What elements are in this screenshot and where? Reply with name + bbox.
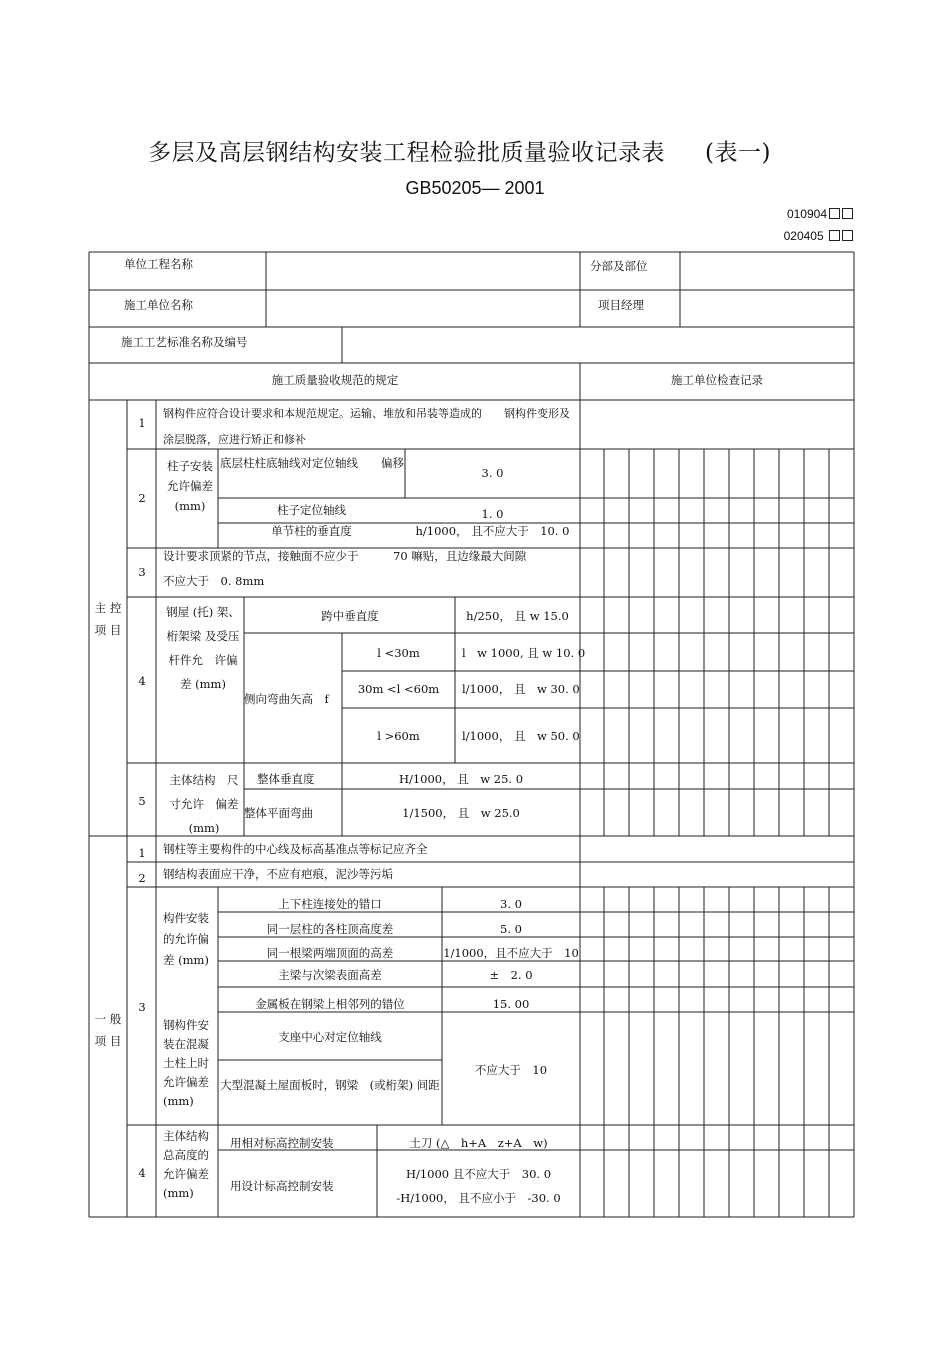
general-item-3-row-5: 金属板在钢梁上相邻列的错位 — [255, 997, 405, 1011]
main-item-4-cond-3: l >60m — [377, 729, 420, 743]
main-item-5-value-2: 1/1500， 且 w 25.0 — [402, 806, 520, 820]
item-number: 1 — [138, 416, 146, 430]
general-group-label: 一 般 项 目 — [94, 1012, 122, 1048]
main-item-5-value-1: H/1000， 且 w 25. 0 — [398, 772, 524, 786]
checkbox-icon[interactable] — [829, 230, 840, 241]
main-item-4-lateral: 侧向弯曲矢高 f — [244, 692, 329, 706]
general-item-3-row-3: 同一根梁两端顶面的高差 — [266, 946, 394, 960]
item-number: 5 — [138, 794, 146, 808]
general-item-3-label-a: 构件安装的允许偏差 (mm) — [163, 911, 209, 967]
general-item-3-value-3: 1/1000，且不应大于 10 — [443, 946, 579, 960]
general-item-3-value-1: 3. 0 — [500, 897, 522, 911]
item-number: 2 — [138, 491, 146, 505]
main-item-3b: 不应大于 0. 8mm — [163, 574, 265, 588]
general-item-4-row-2: 用设计标高控制安装 — [230, 1179, 334, 1193]
item-number: 1 — [138, 846, 146, 860]
general-item-4-label: 主体结构总高度的允许偏差 (mm) — [163, 1129, 209, 1200]
label-division: 分部及部位 — [590, 259, 648, 273]
checkbox-icon[interactable] — [829, 208, 840, 219]
check-column-header: 施工单位检查记录 — [671, 373, 763, 387]
checkbox-icon[interactable] — [842, 230, 853, 241]
main-item-1: 钢构件应符合设计要求和本规范规定。运输、堆放和吊装等造成的 钢构件变形及涂层脱落，应进行矫正和修补 — [163, 407, 570, 446]
spec-column-header: 施工质量验收规范的规定 — [271, 373, 399, 387]
main-item-4-value-3: l/1000， 且 w 50. 0 — [462, 729, 580, 743]
general-item-3-value-5: 15. 00 — [492, 997, 530, 1011]
title-suffix: (表一) — [705, 140, 771, 166]
label-construction-unit: 施工单位名称 — [124, 298, 193, 312]
general-item-3-label-b: 钢构件安装在混凝土柱上时允许偏差(mm) — [163, 1018, 209, 1108]
main-item-4-mid: 跨中垂直度 — [321, 609, 379, 623]
main-item-2-value-1: 3. 0 — [481, 466, 504, 480]
general-item-4-row-1: 用相对标高控制安装 — [230, 1136, 334, 1150]
label-unit-project: 单位工程名称 — [124, 257, 193, 271]
general-item-4-value-2b: -H/1000， 且不应小于 -30. 0 — [396, 1191, 561, 1205]
general-item-4-value-2: H/1000 且不应大于 30. 0 — [405, 1167, 552, 1181]
item-number: 2 — [138, 871, 146, 885]
general-item-3b-row-1: 支座中心对定位轴线 — [278, 1030, 382, 1044]
form-code-1: 010904 — [787, 207, 853, 221]
item-number: 3 — [138, 565, 146, 579]
general-item-3-row-4: 主梁与次梁表面高差 — [278, 968, 382, 982]
general-item-2: 钢结构表面应干净，不应有疤痕，泥沙等污垢 — [163, 867, 393, 881]
general-item-3-value-4: ± 2. 0 — [489, 968, 533, 982]
main-item-2-value-3: h/1000， 且不应大于 10. 0 — [415, 524, 570, 538]
main-item-2-row-1: 底层柱柱底轴线对定位轴线 偏移 — [220, 456, 404, 470]
general-item-3b-row-2: 大型混凝土屋面板时，钢梁 (或桁架) 间距 — [220, 1078, 440, 1092]
main-item-5-label: 主体结构 尺寸允许 偏差 (mm) — [169, 773, 239, 835]
general-item-4-value-1: 土刀 (△ h+A z+A w) — [409, 1136, 548, 1150]
main-item-2-label: 柱子安装允许偏差 (mm) — [167, 459, 213, 513]
item-number: 4 — [138, 674, 146, 688]
main-item-2-row-3: 单节柱的垂直度 — [271, 524, 352, 538]
page-title: 多层及高层钢结构安装工程检验批质量验收记录表 (表一) — [148, 140, 771, 166]
main-item-3a: 设计要求顶紧的节点，接触面不应少于 70 嘛贴，且边缘最大间隙 — [163, 549, 527, 563]
item-number: 3 — [138, 1000, 146, 1014]
main-item-5-row-2: 整体平面弯曲 — [244, 806, 313, 820]
main-item-4-value-1: l w 1000, 且 w 10. 0 — [462, 646, 586, 660]
main-item-2-row-2: 柱子定位轴线 — [277, 503, 346, 517]
label-process-standard: 施工工艺标准名称及编号 — [121, 335, 248, 349]
main-item-4-value-2: l/1000， 且 w 30. 0 — [462, 682, 580, 696]
general-item-1: 钢柱等主要构件的中心线及标高基准点等标记应齐全 — [163, 842, 428, 856]
item-number: 4 — [138, 1166, 146, 1180]
main-item-4-cond-2: 30m <l <60m — [357, 682, 440, 696]
form-code-2: 020405 — [784, 229, 853, 243]
general-item-3b-value: 不应大于 10 — [474, 1063, 548, 1077]
main-group-label: 主 控 项 目 — [94, 601, 122, 637]
general-item-3-row-2: 同一层柱的各柱顶高度差 — [266, 922, 394, 936]
main-item-4-cond-1: l <30m — [377, 646, 420, 660]
main-item-4-label: 钢屋 (托) 架、桁架梁 及受压 杆件允 许偏 差 (mm) — [166, 605, 240, 691]
main-item-5-row-1: 整体垂直度 — [257, 772, 315, 786]
checkbox-icon[interactable] — [842, 208, 853, 219]
general-item-3-row-1: 上下柱连接处的错口 — [278, 897, 382, 911]
general-item-3-value-2: 5. 0 — [500, 922, 522, 936]
main-item-2-value-2: 1. 0 — [481, 507, 504, 521]
label-project-manager: 项目经理 — [598, 298, 644, 312]
standard-code: GB50205— 2001 — [405, 178, 545, 198]
main-item-4-mid-value: h/250， 且 w 15.0 — [466, 609, 569, 623]
